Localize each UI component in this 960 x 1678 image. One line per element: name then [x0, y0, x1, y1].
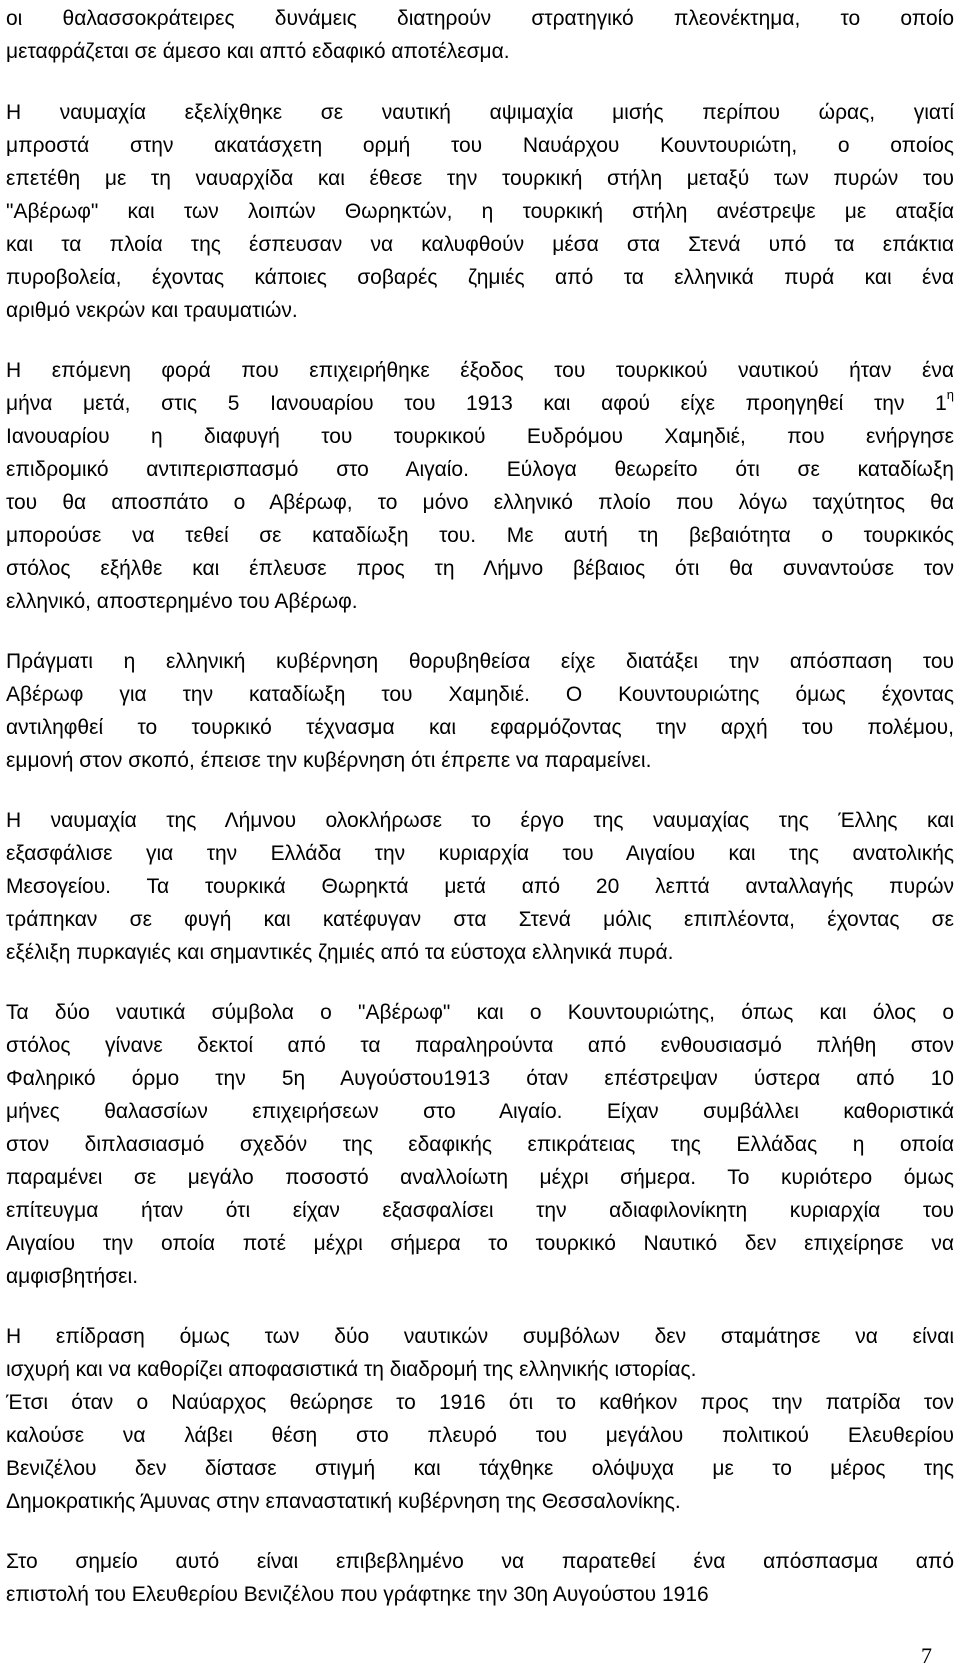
paragraph-5 — [6, 804, 954, 969]
text-line: παραμένει σε μεγάλο ποσοστό αναλλοίωτη μέχρι σήμερα. Το κυριότερο όμως — [6, 1166, 954, 1189]
text-line: του θα αποσπάτο ο Αβέρωφ, το μόνο ελληνικό πλοίο που λόγω ταχύτητος θα — [6, 491, 954, 514]
text-line: Πράγματι η ελληνική κυβέρνηση θορυβηθείσα είχε διατάξει την απόσπαση του — [6, 650, 954, 673]
text-line: μεταφράζεται σε άμεσο και απτό εδαφικό αποτέλεσμα. — [6, 40, 510, 63]
text-line: αμφισβητήσει. — [6, 1265, 139, 1288]
paragraph-2 — [6, 96, 954, 327]
ordinal-superscript: η — [946, 387, 954, 402]
text-line: Βενιζέλου δεν δίστασε στιγμή και τάχθηκε ολόψυχα με το μέρος της — [6, 1457, 954, 1480]
text-line: Η ναυμαχία εξελίχθηκε σε ναυτική αψιμαχία μισής περίπου ώρας, γιατί — [6, 101, 954, 124]
text-line: αντιληφθεί το τουρκικό τέχνασμα και εφαρμόζοντας την αρχή του πολέμου, — [6, 716, 954, 739]
text-line: επετέθη με τη ναυαρχίδα και έθεσε την τουρκική στήλη μεταξύ των πυρών του — [6, 167, 954, 190]
text-line: Ιανουαρίου η διαφυγή του τουρκικού Ευδρόμου Χαμηδιέ, που ενήργησε — [6, 425, 954, 448]
text-line — [6, 387, 954, 420]
text-line: στον διπλασιασμό σχεδόν της εδαφικής επικράτειας της Ελλάδας η οποία — [6, 1133, 954, 1156]
paragraph-6 — [6, 996, 954, 1293]
text-line: επίτευγμα ήταν ότι είχαν εξασφαλίσει την αδιαφιλονίκητη κυριαρχία του — [6, 1199, 954, 1222]
text-line: στόλος γίνανε δεκτοί από τα παραληρούντα από ενθουσιασμό πλήθη στον — [6, 1034, 954, 1057]
text-line: Αιγαίου την οποία ποτέ μέχρι σήμερα το τουρκικό Ναυτικό δεν επιχείρησε να — [6, 1232, 954, 1255]
text-line: "Αβέρωφ" και των λοιπών Θωρηκτών, η τουρκική στήλη ανέστρεψε με αταξία — [6, 200, 954, 223]
text-line: και τα πλοία της έσπευσαν να καλυφθούν μέσα στα Στενά υπό τα επάκτια — [6, 233, 954, 256]
text-line: στόλος εξήλθε και έπλευσε προς τη Λήμνο βέβαιος ότι θα συναντούσε τον — [6, 557, 954, 580]
text-line: εξασφάλισε για την Ελλάδα την κυριαρχία του Αιγαίου και της ανατολικής — [6, 842, 954, 865]
text-line: τράπηκαν σε φυγή και κατέφυγαν στα Στενά μόλις επιπλέοντα, έχοντας σε — [6, 908, 954, 931]
text-line: επιδρομικό αντιπερισπασμό στο Αιγαίο. Εύλογα θεωρείτο ότι σε καταδίωξη — [6, 458, 954, 481]
text-line: μπορούσε να τεθεί σε καταδίωξη του. Με αυτή τη βεβαιότητα ο τουρκικός — [6, 524, 954, 547]
text-line: αριθμό νεκρών και τραυματιών. — [6, 299, 298, 322]
text-line-content: μήνα μετά, στις 5 Ιανουαρίου του 1913 και αφού είχε προηγηθεί την 1 — [6, 392, 947, 415]
text-line: Στο σημείο αυτό είναι επιβεβλημένο να παρατεθεί ένα απόσπασμα από — [6, 1550, 954, 1573]
text-line: ελληνικό, αποστερημένο του Αβέρωφ. — [6, 590, 358, 613]
text-line: Δημοκρατικής Άμυνας στην επαναστατική κυβέρνηση της Θεσσαλονίκης. — [6, 1490, 681, 1513]
page-number: 7 — [921, 1643, 932, 1668]
text-line: καλούσε να λάβει θέση στο πλευρό του μεγάλου πολιτικού Ελευθερίου — [6, 1424, 954, 1447]
text-line: Έτσι όταν ο Ναύαρχος θεώρησε το 1916 ότι το καθήκον προς την πατρίδα τον — [6, 1391, 954, 1414]
text-line: πυροβολεία, έχοντας κάποιες σοβαρές ζημιές από τα ελληνικά πυρά και ένα — [6, 266, 954, 289]
paragraph-8 — [6, 1545, 954, 1611]
text-line: Μεσογείου. Τα τουρκικά Θωρηκτά μετά από 20 λεπτά ανταλλαγής πυρών — [6, 875, 954, 898]
text-line: εξέλιξη πυρκαγιές και σημαντικές ζημιές από τα εύστοχα ελληνικά πυρά. — [6, 941, 674, 964]
paragraph-4 — [6, 645, 954, 777]
text-line: Η επόμενη φορά που επιχειρήθηκε έξοδος του τουρκικού ναυτικού ήταν ένα — [6, 359, 954, 382]
paragraph-3 — [6, 354, 954, 618]
document-page — [6, 2, 954, 1611]
text-line: Αβέρωφ για την καταδίωξη του Χαμηδιέ. Ο Κουντουριώτης όμως έχοντας — [6, 683, 954, 706]
text-line: Φαληρικό όρμο την 5η Αυγούστου1913 όταν επέστρεψαν ύστερα από 10 — [6, 1067, 954, 1090]
text-line: Τα δύο ναυτικά σύμβολα ο "Αβέρωφ" και ο Κουντουριώτης, όπως και όλος ο — [6, 1001, 954, 1024]
text-line: μήνες θαλασσίων επιχειρήσεων στο Αιγαίο. Είχαν συμβάλλει καθοριστικά — [6, 1100, 954, 1123]
text-line: επιστολή του Ελευθερίου Βενιζέλου που γράφτηκε την 30η Αυγούστου 1916 — [6, 1583, 709, 1606]
paragraph-7 — [6, 1320, 954, 1518]
text-line: ισχυρή και να καθορίζει αποφασιστικά τη διαδρομή της ελληνικής ιστορίας. — [6, 1358, 697, 1381]
text-line: μπροστά στην ακατάσχετη ορμή του Ναυάρχου Κουντουριώτη, ο οποίος — [6, 134, 954, 157]
text-line: Η επίδραση όμως των δύο ναυτικών συμβόλων δεν σταμάτησε να είναι — [6, 1325, 954, 1348]
paragraph-1 — [6, 2, 954, 68]
text-line: οι θαλασσοκράτειρες δυνάμεις διατηρούν στρατηγικό πλεονέκτημα, το οποίο — [6, 7, 954, 30]
text-line: Η ναυμαχία της Λήμνου ολοκλήρωσε το έργο της ναυμαχίας της Έλλης και — [6, 809, 954, 832]
text-line: εμμονή στον σκοπό, έπεισε την κυβέρνηση ότι έπρεπε να παραμείνει. — [6, 749, 652, 772]
